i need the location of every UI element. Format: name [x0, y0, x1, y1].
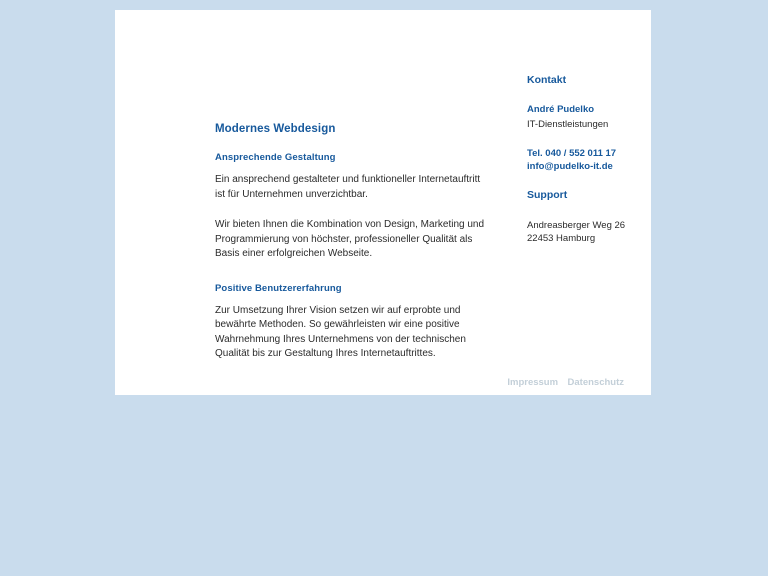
footer-links [502, 372, 624, 390]
contact-name: André Pudelko [527, 104, 595, 115]
section-paragraph: Zur Umsetzung Ihrer Vision setzen wir auf erprobte und bewährte Methoden. So gewährleisten wir eine positive Wahrnehmung Ihres Unternehmens von der technischen Qualität bis zur Gestaltung Ihres Internetauftrittes. [215, 304, 466, 359]
page-title: Modernes Webdesign [215, 123, 336, 135]
sidebar [527, 74, 647, 261]
contact-email-link[interactable]: info@pudelko-it.de [527, 161, 613, 172]
contact-details [527, 147, 647, 173]
section-paragraph: Wir bieten Ihnen die Kombination von Design, Marketing und Programmierung von höchster, professioneller Qualität als Basis einer erfolgreichen Webseite. [215, 219, 485, 259]
footer-link-impressum[interactable]: Impressum [507, 377, 559, 388]
section-paragraph: Ein ansprechend gestalteter und funktioneller Internetauftritt ist für Unternehmen unverzichtbar. [215, 174, 481, 200]
contact-phone: Tel. 040 / 552 011 17 [527, 148, 617, 159]
page-canvas [115, 10, 651, 395]
sidebar-heading-support: Support [527, 189, 568, 201]
section-heading-benutzererfahrung: Positive Benutzererfahrung [215, 282, 342, 294]
footer-link-datenschutz[interactable]: Datenschutz [567, 377, 624, 388]
support-city: 22453 Hamburg [527, 233, 596, 244]
contact-block [527, 104, 647, 131]
contact-role: IT-Dienstleistungen [527, 119, 609, 130]
section-heading-gestaltung: Ansprechende Gestaltung [215, 152, 336, 163]
support-street: Andreasberger Weg 26 [527, 220, 626, 231]
support-address [527, 219, 647, 245]
sidebar-heading-kontakt: Kontakt [527, 74, 567, 86]
main-content [215, 123, 490, 362]
